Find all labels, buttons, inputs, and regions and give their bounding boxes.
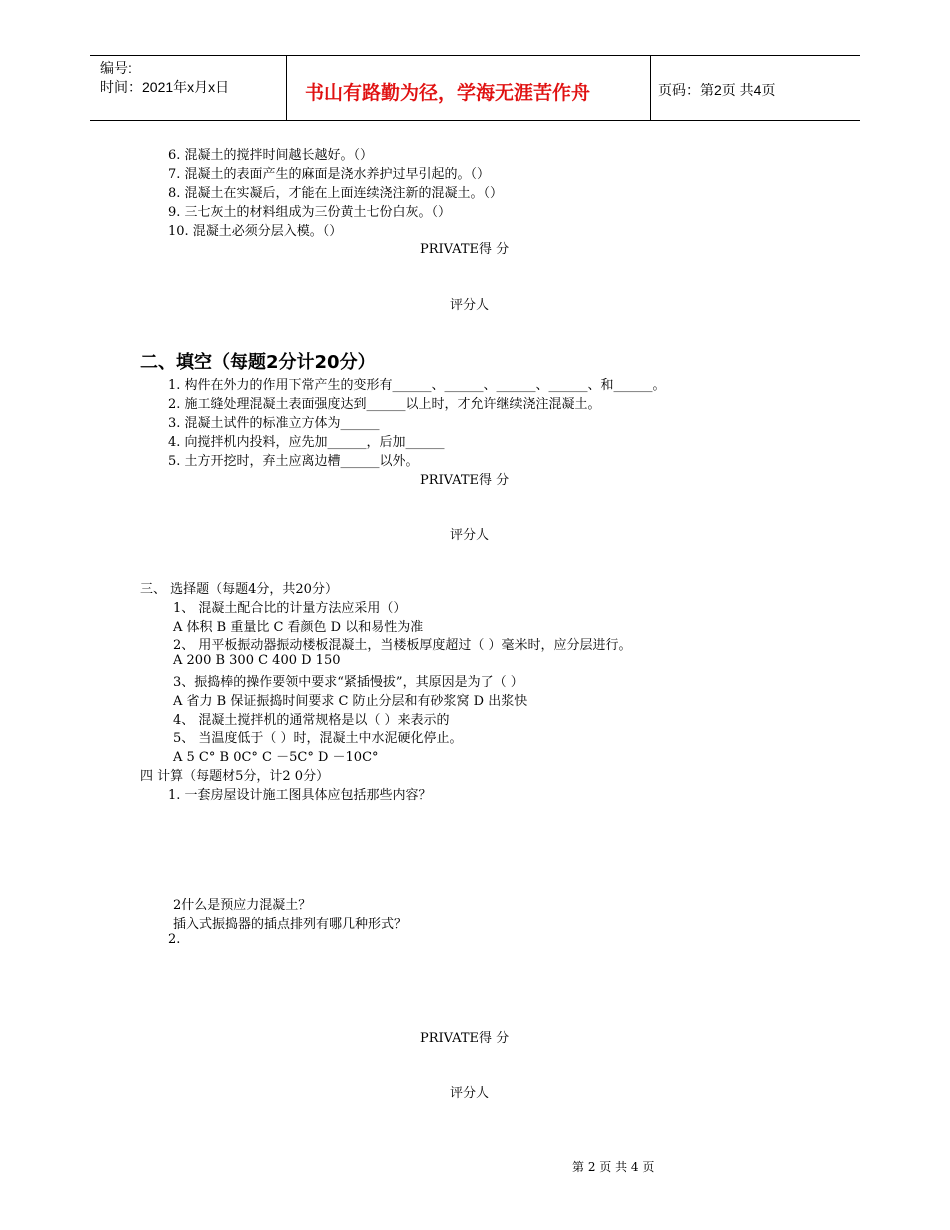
grader-label: 评分人 xyxy=(450,528,490,543)
motto: 书山有路勤为径，学海无涯苦作舟 xyxy=(305,82,591,104)
page-label: 页码：第2页 共4页 xyxy=(658,82,776,98)
options-line: A 体积 B 重量比 C 看颜色 D 以和易性为准 xyxy=(173,620,424,635)
list-item: 5. 土方开挖时，弃土应离边槽______以外。 xyxy=(168,454,419,469)
section-title-choice: 三、 选择题（每题4分，共20分） xyxy=(140,582,338,597)
question-line: 3、振捣棒的操作要领中要求“紧插慢拔”，其原因是为了（ ） xyxy=(173,675,524,690)
list-item: 1. 一套房屋设计施工图具体应包括那些内容？ xyxy=(168,788,432,803)
list-item: 1. 构件在外力的作用下常产生的变形有______、______、______、______、和______。 xyxy=(168,378,666,393)
number-label: 编号: xyxy=(100,60,132,76)
question-line: 2、 用平板振动器振动楼板混凝土，当楼板厚度超过（ ）毫米时，应分层进行。 xyxy=(173,638,632,653)
time-label: 时间：2021年x月x日 xyxy=(100,79,230,95)
grader-label: 评分人 xyxy=(450,1086,490,1101)
list-item: 2. xyxy=(168,932,181,947)
list-item: 2. 施工缝处理混凝土表面强度达到______以上时，才允许继续浇注混凝土。 xyxy=(168,397,601,412)
list-item: 插入式振捣器的插点排列有哪几种形式？ xyxy=(173,917,408,932)
section-title-fill: 二、填空（每题2分计20分） xyxy=(140,352,376,373)
section-title-calc: 四 计算（每题材5分，计2 0分） xyxy=(140,769,330,784)
options-line: A 5 C° B 0C° C －5C° D －10C° xyxy=(173,750,379,765)
score-label: PRIVATE得 分 xyxy=(420,242,510,257)
list-item: 9. 三七灰土的材料组成为三份黄土七份白灰。（） xyxy=(168,205,452,220)
score-label: PRIVATE得 分 xyxy=(420,473,510,488)
footer-page-number: 第 2 页 共 4 页 xyxy=(572,1160,655,1174)
options-line: A 省力 B 保证振捣时间要求 C 防止分层和有砂浆窝 D 出浆快 xyxy=(173,694,528,709)
question-line: 5、 当温度低于（ ）时，混凝土中水泥硬化停止。 xyxy=(173,731,463,746)
list-item: 2什么是预应力混凝土？ xyxy=(173,898,312,913)
question-line: 4、 混凝土搅拌机的通常规格是以（ ）来表示的 xyxy=(173,713,450,728)
options-line: A 200 B 300 C 400 D 150 xyxy=(173,653,341,668)
list-item: 4. 向搅拌机内投料，应先加______，后加______ xyxy=(168,435,445,450)
list-item: 10. 混凝土必须分层入模。（） xyxy=(168,224,343,239)
list-item: 7. 混凝土的表面产生的麻面是浇水养护过早引起的。（） xyxy=(168,167,491,182)
score-label: PRIVATE得 分 xyxy=(420,1031,510,1046)
list-item: 3. 混凝土试件的标准立方体为______ xyxy=(168,416,380,431)
question-line: 1、 混凝土配合比的计量方法应采用（） xyxy=(173,601,407,616)
list-item: 8. 混凝土在实凝后，才能在上面连续浇注新的混凝土。（） xyxy=(168,186,504,201)
list-item: 6. 混凝土的搅拌时间越长越好。（） xyxy=(168,148,374,163)
grader-label: 评分人 xyxy=(450,298,490,313)
